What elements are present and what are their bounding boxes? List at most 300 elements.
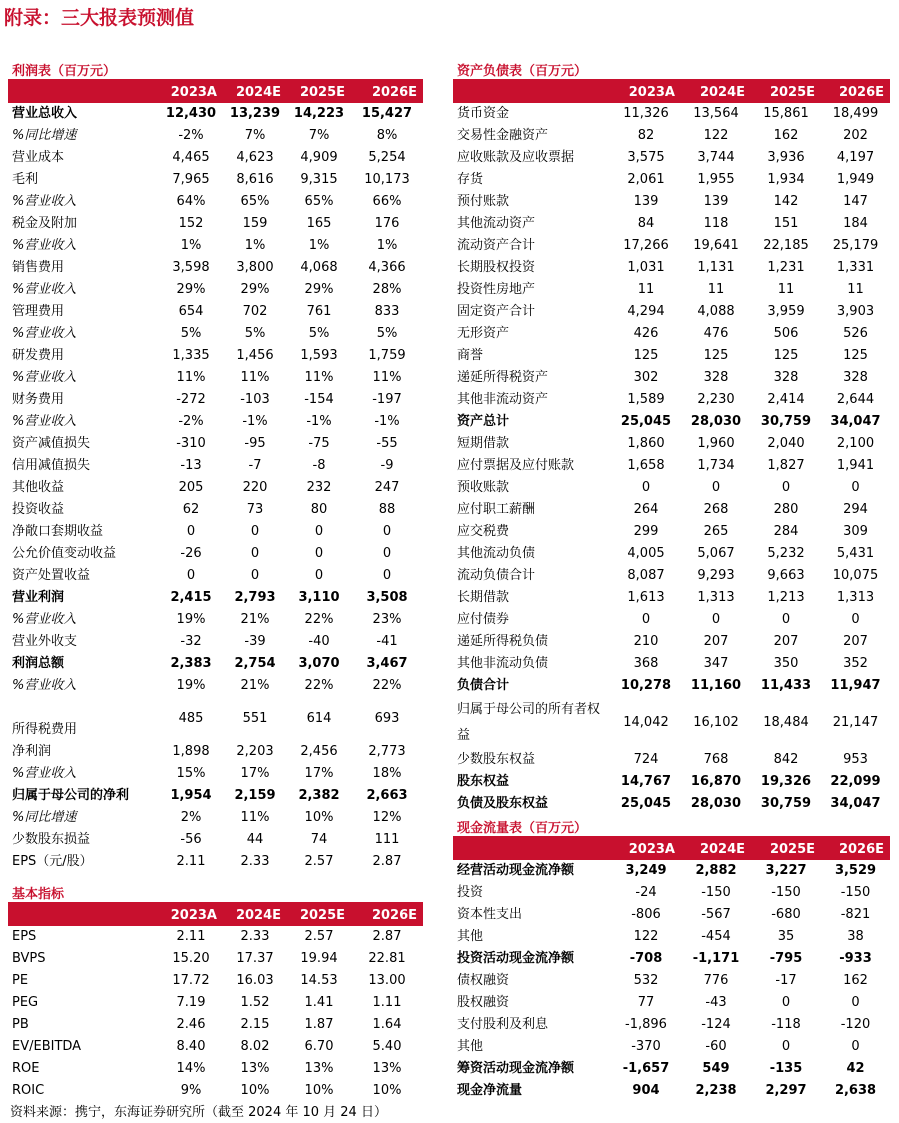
cell-value: 5% (308, 326, 330, 341)
cell-value: 614 (306, 711, 332, 726)
table-row (453, 631, 890, 653)
table-row (453, 904, 890, 926)
cell-value: 0 (314, 524, 324, 539)
cell-value: 2,230 (697, 392, 735, 407)
cell-value: 4,005 (627, 546, 665, 561)
row-label: %营业收入 (12, 370, 77, 385)
row-label: %同比增速 (12, 128, 77, 143)
row-label: %营业收入 (12, 238, 77, 253)
row-label: %营业收入 (12, 282, 77, 297)
cell-value: 526 (843, 326, 868, 341)
cell-value: 1% (376, 238, 398, 253)
table-row (8, 125, 423, 147)
row-label: 筹资活动现金流净额 (457, 1061, 575, 1076)
cell-value: 125 (773, 348, 799, 363)
cell-value: 350 (773, 656, 799, 671)
cell-value: 13.00 (368, 973, 406, 988)
cell-value: 532 (633, 973, 659, 988)
cell-value: 14,042 (623, 715, 669, 730)
cell-value: 2,663 (366, 788, 408, 803)
cell-value: 3,575 (627, 150, 665, 165)
cell-value: 1,934 (767, 172, 805, 187)
cell-value: 0 (781, 995, 791, 1010)
cell-value: 9% (180, 1083, 202, 1098)
row-label: 递延所得税负债 (457, 634, 549, 649)
cell-value: -32 (180, 634, 202, 649)
table-row (8, 992, 423, 1014)
cell-value: -272 (176, 392, 206, 407)
cell-value: -40 (308, 634, 330, 649)
cell-value: 65% (304, 194, 334, 209)
cell-value: 1,954 (170, 788, 212, 803)
cell-value: 776 (703, 973, 729, 988)
cell-value: 476 (703, 326, 729, 341)
cell-value: -7 (248, 458, 262, 473)
cell-value: 1,658 (627, 458, 665, 473)
cell-value: 2,238 (695, 1083, 737, 1098)
row-label: 固定资产合计 (457, 304, 536, 319)
cell-value: 0 (641, 480, 651, 495)
cell-value: 9,663 (767, 568, 805, 583)
cell-value: 11,947 (830, 678, 881, 693)
cell-value: 22% (372, 678, 402, 693)
row-label: 债权融资 (457, 973, 510, 988)
cell-value: 2,297 (765, 1083, 807, 1098)
cell-value: 0 (314, 546, 324, 561)
cell-value: 10,278 (620, 678, 672, 693)
cell-value: -118 (771, 1017, 801, 1032)
balance-sheet-title: 资产负债表（百万元） (453, 61, 890, 81)
table-row (8, 948, 423, 970)
cell-value: 5% (180, 326, 202, 341)
cell-value: 1,827 (767, 458, 805, 473)
table-row (8, 587, 423, 609)
cell-value: 3,744 (697, 150, 735, 165)
cell-value: 3,903 (836, 304, 875, 319)
row-label: 利润总额 (12, 656, 65, 671)
row-label: 流动负债合计 (457, 568, 536, 583)
cell-value: -9 (380, 458, 394, 473)
cell-value: 7,965 (172, 172, 210, 187)
cell-value: 152 (178, 216, 204, 231)
cell-value: 1,313 (697, 590, 735, 605)
row-label: 管理费用 (12, 304, 65, 319)
table-row (8, 345, 423, 367)
table-row (8, 1036, 423, 1058)
cell-value: 207 (703, 634, 729, 649)
row-label: 所得税费用 (12, 722, 78, 737)
cell-value: 0 (250, 568, 260, 583)
cell-value: 693 (374, 711, 400, 726)
table-row (8, 653, 423, 675)
balance-sheet (453, 61, 890, 815)
cell-value: 1,955 (697, 172, 735, 187)
year-header: 2025E (287, 81, 351, 103)
table-row (8, 323, 423, 345)
table-row (453, 697, 890, 749)
row-label: 归属于母公司的所有者权益 (457, 702, 601, 743)
row-label: 其他 (457, 1039, 484, 1054)
cell-value: 10,075 (832, 568, 879, 583)
row-label: PE (12, 973, 29, 988)
basic-table (8, 904, 423, 1102)
row-label: 投资收益 (12, 502, 65, 517)
cell-value: 22% (304, 678, 334, 693)
cell-value: 654 (178, 304, 204, 319)
cell-value: 1,335 (172, 348, 210, 363)
cell-value: 0 (186, 568, 196, 583)
cell-value: 23% (372, 612, 402, 627)
row-label: 应交税费 (457, 524, 510, 539)
cell-value: 268 (703, 502, 729, 517)
income-table (8, 81, 423, 873)
table-row (453, 771, 890, 793)
cell-value: 25,045 (620, 414, 672, 429)
table-row (453, 543, 890, 565)
table-row (8, 609, 423, 631)
row-label: EPS (12, 929, 37, 944)
cell-value: 264 (633, 502, 659, 517)
cell-value: 38 (847, 929, 864, 944)
cell-value: 118 (703, 216, 729, 231)
cell-value: 2,040 (767, 436, 805, 451)
cell-value: -135 (769, 1061, 803, 1076)
cell-value: 2.87 (372, 929, 402, 944)
cell-value: -821 (840, 907, 871, 922)
cell-value: 17% (304, 766, 334, 781)
table-row (8, 191, 423, 213)
table-row (453, 477, 890, 499)
cell-value: 3,529 (834, 863, 877, 878)
cell-value: 4,623 (236, 150, 274, 165)
table-row (8, 455, 423, 477)
cell-value: 9,293 (697, 568, 735, 583)
cell-value: 13% (304, 1061, 334, 1076)
income-statement (8, 61, 423, 873)
row-label: 货币资金 (457, 106, 510, 121)
table-row (8, 807, 423, 829)
cell-value: 14.53 (300, 973, 338, 988)
row-label: 负债合计 (457, 678, 510, 693)
table-row (453, 103, 890, 125)
cell-value: 122 (703, 128, 729, 143)
row-label: 股权融资 (457, 995, 510, 1010)
cell-value: 328 (843, 370, 868, 385)
cell-value: 22% (304, 612, 334, 627)
cell-value: 328 (773, 370, 799, 385)
row-label: 预付账款 (457, 194, 510, 209)
cell-value: 702 (242, 304, 268, 319)
table-row (8, 389, 423, 411)
table-row (453, 433, 890, 455)
row-label: 研发费用 (12, 348, 65, 363)
income-header-row (8, 81, 423, 103)
row-label: 营业外收支 (12, 634, 78, 649)
table-row (453, 367, 890, 389)
cell-value: 2.15 (240, 1017, 270, 1032)
cell-value: 0 (382, 568, 392, 583)
cell-value: 8,087 (627, 568, 665, 583)
cell-value: 1,313 (836, 590, 875, 605)
cell-value: 13% (372, 1061, 402, 1076)
cell-value: 17.37 (236, 951, 274, 966)
cell-value: 65% (240, 194, 270, 209)
cell-value: 1% (308, 238, 330, 253)
cell-value: 724 (633, 752, 659, 767)
cell-value: -43 (705, 995, 727, 1010)
cell-value: 34,047 (830, 796, 881, 811)
year-header: 2023A (159, 904, 223, 926)
cell-value: 25,045 (620, 796, 672, 811)
cell-value: 0 (781, 612, 791, 627)
table-row (453, 926, 890, 948)
row-label: 资产减值损失 (12, 436, 91, 451)
row-label: 应付票据及应付账款 (457, 458, 575, 473)
table-row (453, 970, 890, 992)
cell-value: 22,185 (763, 238, 809, 253)
cell-value: 953 (843, 752, 868, 767)
table-row (453, 1058, 890, 1080)
cell-value: 35 (777, 929, 795, 944)
cell-value: 11,433 (760, 678, 812, 693)
cell-value: 5,067 (697, 546, 735, 561)
cell-value: 1.11 (372, 995, 402, 1010)
row-label: 营业利润 (12, 590, 65, 605)
row-label: 资本性支出 (457, 907, 523, 922)
cell-value: -2% (178, 128, 204, 143)
cell-value: 139 (633, 194, 659, 209)
cell-value: 2,644 (836, 392, 875, 407)
cell-value: 122 (633, 929, 659, 944)
cell-value: 842 (773, 752, 799, 767)
cell-value: -55 (376, 436, 398, 451)
table-row (8, 235, 423, 257)
cell-value: -103 (240, 392, 270, 407)
cell-value: -1,657 (622, 1061, 670, 1076)
row-label: EV/EBITDA (12, 1039, 82, 1054)
cell-value: 28,030 (690, 414, 742, 429)
cell-value: 2,773 (368, 744, 406, 759)
table-row (8, 785, 423, 807)
cell-value: -2% (178, 414, 204, 429)
cell-value: -154 (304, 392, 334, 407)
basic-header-row (8, 904, 423, 926)
table-row (8, 697, 423, 741)
cell-value: 3,959 (767, 304, 805, 319)
table-row (453, 213, 890, 235)
cell-value: 768 (703, 752, 729, 767)
cell-value: 1,734 (697, 458, 735, 473)
table-row (453, 653, 890, 675)
year-header: 2025E (751, 81, 821, 103)
cell-value: 5,431 (836, 546, 875, 561)
cell-value: 11% (372, 370, 402, 385)
cell-value: 2.87 (372, 854, 402, 869)
row-label: 投资 (457, 885, 484, 900)
cell-value: 1,589 (627, 392, 665, 407)
cell-value: 368 (633, 656, 659, 671)
row-label: 税金及附加 (12, 216, 78, 231)
cell-value: 19,326 (760, 774, 812, 789)
table-row (8, 970, 423, 992)
table-row (453, 455, 890, 477)
cell-value: 2,793 (234, 590, 276, 605)
cell-value: -39 (244, 634, 266, 649)
cash-flow-title: 现金流量表（百万元） (453, 818, 890, 838)
cell-value: 11% (240, 370, 270, 385)
row-label: 无形资产 (457, 326, 510, 341)
table-row (453, 521, 890, 543)
table-row (8, 499, 423, 521)
table-row (8, 631, 423, 653)
cell-value: 176 (374, 216, 400, 231)
table-row (453, 345, 890, 367)
cell-value: 11,160 (690, 678, 742, 693)
table-row (453, 169, 890, 191)
cell-value: 2.11 (176, 854, 206, 869)
row-label: 经营活动现金流净额 (457, 863, 575, 878)
cell-value: -41 (376, 634, 398, 649)
table-row (8, 367, 423, 389)
cell-value: 29% (176, 282, 206, 297)
year-header: 2026E (351, 904, 423, 926)
year-header: 2025E (751, 838, 821, 860)
year-header: 2026E (351, 81, 423, 103)
cell-value: 0 (314, 568, 324, 583)
cell-value: 2,100 (836, 436, 875, 451)
table-row (8, 1058, 423, 1080)
row-label: %营业收入 (12, 414, 77, 429)
table-row (8, 257, 423, 279)
row-label: 毛利 (12, 172, 39, 187)
cell-value: 17,266 (623, 238, 669, 253)
cell-value: -1,171 (692, 951, 740, 966)
cell-value: 2.46 (176, 1017, 206, 1032)
table-row (8, 543, 423, 565)
cell-value: 29% (240, 282, 270, 297)
cell-value: 426 (633, 326, 659, 341)
table-row (8, 926, 423, 948)
row-label: 应付职工薪酬 (457, 502, 536, 517)
cell-value: 0 (641, 612, 651, 627)
cell-value: 15.20 (172, 951, 210, 966)
row-label: 其他流动负债 (457, 546, 536, 561)
table-row (453, 860, 890, 882)
cell-value: 1,031 (627, 260, 665, 275)
cell-value: 66% (372, 194, 402, 209)
row-label: 其他收益 (12, 480, 65, 495)
cell-value: -370 (631, 1039, 661, 1054)
cell-value: 2,159 (234, 788, 276, 803)
cell-value: 0 (382, 524, 392, 539)
cell-value: 5,254 (368, 150, 406, 165)
cell-value: -310 (176, 436, 206, 451)
cell-value: 84 (637, 216, 655, 231)
income-statement-title: 利润表（百万元） (8, 61, 423, 81)
cell-value: 3,936 (767, 150, 805, 165)
cell-value: 13% (240, 1061, 270, 1076)
row-label: 信用减值损失 (12, 458, 91, 473)
table-row (453, 191, 890, 213)
cell-value: -17 (775, 973, 797, 988)
cell-value: 14,223 (293, 106, 345, 121)
cell-value: 82 (637, 128, 655, 143)
cell-value: 1% (244, 238, 266, 253)
cell-value: 13,239 (229, 106, 281, 121)
table-row (8, 169, 423, 191)
table-row (8, 433, 423, 455)
row-label: %营业收入 (12, 612, 77, 627)
cell-value: 21% (240, 612, 270, 627)
cell-value: 147 (843, 194, 868, 209)
cell-value: 904 (632, 1083, 660, 1098)
cell-value: 7.19 (176, 995, 206, 1010)
cell-value: 10% (304, 1083, 334, 1098)
table-row (8, 675, 423, 697)
cell-value: 15,427 (361, 106, 413, 121)
cell-value: -8 (312, 458, 326, 473)
cell-value: -75 (308, 436, 330, 451)
cell-value: 549 (702, 1061, 730, 1076)
table-row (453, 125, 890, 147)
cell-value: 2,882 (695, 863, 737, 878)
cell-value: 62 (182, 502, 200, 517)
cell-value: 162 (843, 973, 868, 988)
cell-value: 7% (244, 128, 266, 143)
cell-value: -933 (839, 951, 872, 966)
balance-table (453, 81, 890, 815)
cell-value: 207 (843, 634, 868, 649)
cell-value: 7% (308, 128, 330, 143)
cell-value: 0 (851, 612, 860, 627)
cell-value: 111 (374, 832, 400, 847)
row-label: 长期股权投资 (457, 260, 536, 275)
cell-value: -1,896 (625, 1017, 667, 1032)
cell-value: 1,860 (627, 436, 665, 451)
cell-value: 2,203 (236, 744, 274, 759)
cell-value: -567 (701, 907, 731, 922)
cell-value: 11% (304, 370, 334, 385)
cell-value: 64% (176, 194, 206, 209)
cell-value: 151 (773, 216, 799, 231)
cell-value: 11,326 (623, 106, 669, 121)
year-header: 2024E (223, 904, 287, 926)
table-row (8, 763, 423, 785)
row-label: 资产处置收益 (12, 568, 91, 583)
cell-value: 19.94 (300, 951, 338, 966)
cell-value: 3,508 (366, 590, 408, 605)
cell-value: 22.81 (368, 951, 406, 966)
cell-value: 4,465 (172, 150, 210, 165)
row-label: EPS（元/股） (12, 854, 93, 869)
cell-value: 125 (843, 348, 868, 363)
row-label: 财务费用 (12, 392, 65, 407)
cell-value: 299 (633, 524, 659, 539)
cell-value: 4,068 (300, 260, 338, 275)
cell-value: 232 (306, 480, 332, 495)
cell-value: 1,613 (627, 590, 665, 605)
cell-value: 73 (246, 502, 264, 517)
cell-value: 21% (240, 678, 270, 693)
cell-value: 14,767 (620, 774, 672, 789)
page-title: 附录：三大报表预测值 (4, 7, 195, 29)
cell-value: 12,430 (165, 106, 217, 121)
cell-value: 42 (846, 1061, 865, 1076)
cell-value: 77 (637, 995, 655, 1010)
cell-value: 30,759 (760, 414, 812, 429)
cell-value: 88 (378, 502, 396, 517)
cell-value: 1,960 (697, 436, 735, 451)
